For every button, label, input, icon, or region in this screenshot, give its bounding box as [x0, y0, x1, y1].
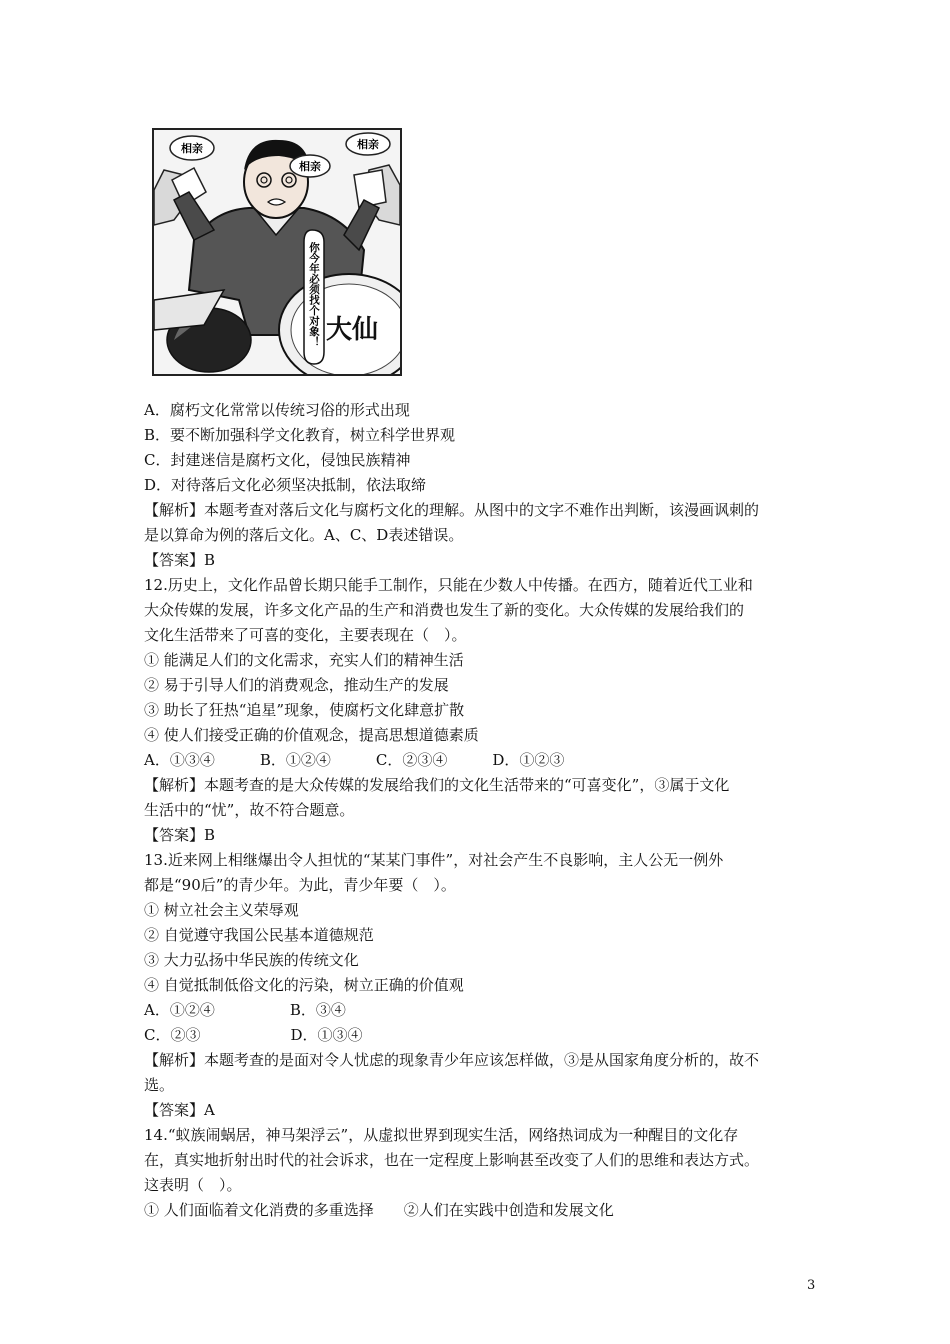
cartoon-bubble-1: 相亲 — [181, 142, 203, 155]
text-line: A．①②④ B．③④ — [144, 1001, 346, 1019]
text-line: ① 树立社会主义荣辱观 — [144, 901, 299, 919]
cartoon-illustration — [152, 128, 402, 376]
text-line: C．②③ D．①③④ — [144, 1026, 363, 1044]
text-line: ② 自觉遵守我国公民基本道德规范 — [144, 926, 374, 944]
cartoon-bubble-3: 相亲 — [357, 138, 379, 151]
page-number: 3 — [807, 1278, 816, 1293]
text-line: 都是“90后”的青少年。为此，青少年要（ ）。 — [144, 876, 456, 894]
text-line: 【解析】本题考查的是面对令人忧虑的现象青少年应该怎样做，③是从国家角度分析的，故不 — [144, 1051, 760, 1069]
text-line: 【答案】B — [144, 551, 216, 569]
text-line: ④ 使人们接受正确的价值观念，提高思想道德素质 — [144, 726, 479, 744]
text-line: ④ 自觉抵制低俗文化的污染，树立正确的价值观 — [144, 976, 464, 994]
document-body — [144, 398, 824, 1223]
text-line: ③ 助长了狂热“追星”现象，使腐朽文化肆意扩散 — [144, 701, 465, 719]
text-line: 这表明（ ）。 — [144, 1176, 242, 1194]
text-line: 是以算命为例的落后文化。A、C、D表述错误。 — [144, 526, 464, 544]
text-line: ② 易于引导人们的消费观念，推动生产的发展 — [144, 676, 449, 694]
cartoon-sign: 大仙 — [325, 315, 379, 345]
text-line: 13.近来网上相继爆出令人担忧的“某某门事件”，对社会产生不良影响，主人公无一例外 — [144, 851, 724, 869]
text-line: 选。 — [144, 1076, 175, 1094]
text-line: 大众传媒的发展，许多文化产品的生产和消费也发生了新的变化。大众传媒的发展给我们的 — [144, 601, 745, 619]
text-line: 14.“蚁族闹蜗居，神马架浮云”，从虚拟世界到现实生活，网络热词成为一种醒目的文化存 — [144, 1126, 739, 1144]
text-line: ③ 大力弘扬中华民族的传统文化 — [144, 951, 359, 969]
text-line: ① 能满足人们的文化需求，充实人们的精神生活 — [144, 651, 464, 669]
text-line: A．①③④ B．①②④ C．②③④ D．①②③ — [144, 751, 565, 769]
cartoon-speech: 你今年必须找个对象！ — [308, 242, 320, 347]
text-line: B．要不断加强科学文化教育，树立科学世界观 — [144, 426, 456, 444]
text-line: 在，真实地折射出时代的社会诉求，也在一定程度上影响甚至改变了人们的思维和表达方式。 — [144, 1151, 760, 1169]
text-line: 12.历史上，文化作品曾长期只能手工制作，只能在少数人中传播。在西方，随着近代工业和 — [144, 576, 753, 594]
text-line: C．封建迷信是腐朽文化，侵蚀民族精神 — [144, 451, 411, 469]
text-line: A．腐朽文化常常以传统习俗的形式出现 — [144, 401, 410, 419]
text-line: 【解析】本题考查的是大众传媒的发展给我们的文化生活带来的“可喜变化”，③属于文化 — [144, 776, 730, 794]
cartoon-bubble-2: 相亲 — [299, 160, 321, 173]
text-line: 生活中的“忧”，故不符合题意。 — [144, 801, 355, 819]
text-line: 文化生活带来了可喜的变化，主要表现在（ ）。 — [144, 626, 467, 644]
text-line: 【答案】A — [144, 1101, 215, 1119]
text-line: 【解析】本题考查对落后文化与腐朽文化的理解。从图中的文字不难作出判断，该漫画讽刺的 — [144, 501, 760, 519]
text-line: ① 人们面临着文化消费的多重选择 ②人们在实践中创造和发展文化 — [144, 1201, 614, 1219]
text-line: D．对待落后文化必须坚决抵制，依法取缔 — [144, 476, 427, 494]
text-line: 【答案】B — [144, 826, 216, 844]
